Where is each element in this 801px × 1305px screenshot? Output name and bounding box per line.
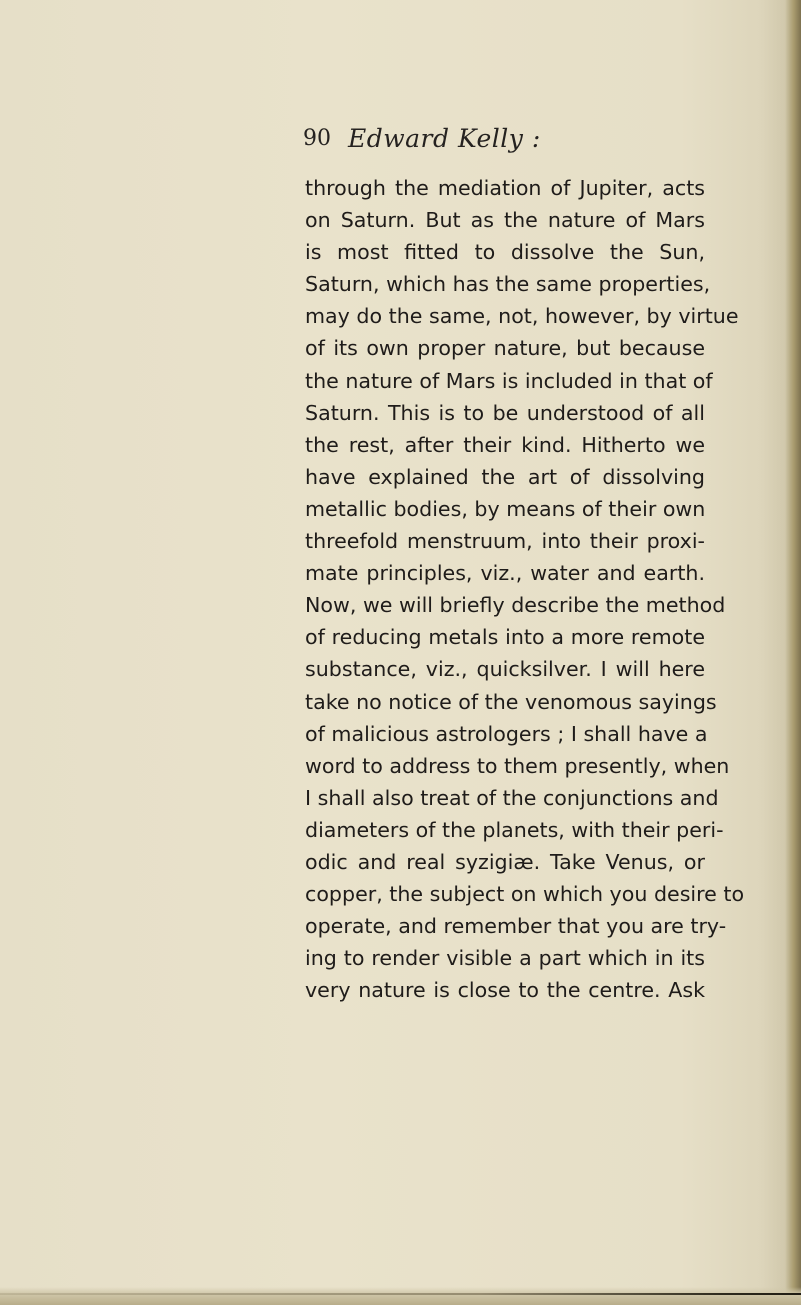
text-line: of its own proper nature, but because [305,336,705,361]
text-line: threefold menstruum, into their proxi- [305,529,705,554]
text-line: word to address to them presently, when [305,753,730,778]
running-title: Edward Kelly : [348,124,541,153]
text-line: very nature is close to the centre. Ask [305,978,705,1003]
page-bottom-edge [0,1287,801,1305]
running-header [0,120,801,160]
text-line: diameters of the planets, with their peri- [305,817,724,842]
text-line: of reducing metals into a more remote [305,625,705,650]
text-line: Now, we will briefly describe the method [305,593,726,618]
text-line: through the mediation of Jupiter, acts [305,176,705,200]
text-line: on Saturn. But as the nature of Mars [305,208,705,233]
text-line: have explained the art of dissolving [305,464,705,489]
body-paragraph [305,172,745,1006]
text-line: ing to render visible a part which in its [305,946,705,971]
page-bottom-line [0,1293,801,1295]
text-line: operate, and remember that you are try- [305,914,727,939]
text-line: odic and real syzigiæ. Take Venus, or [305,849,705,874]
text-line: metallic bodies, by means of their own [305,496,706,521]
text-line: copper, the subject on which you desire to [305,882,745,907]
text-line: the nature of Mars is included in that of [305,368,713,393]
page-number: 90 [303,126,331,151]
text-line: Saturn. This is to be understood of all [305,400,705,425]
text-line: take no notice of the venomous sayings [305,689,717,714]
text-line: the rest, after their kind. Hitherto we [305,432,705,457]
text-line: of malicious astrologers ; I shall have a [305,721,708,746]
text-line: I shall also treat of the conjunctions and [305,785,719,810]
text-line: Saturn, which has the same properties, [305,272,711,297]
page-gutter-shadow [785,0,801,1305]
text-line: substance, viz., quicksilver. I will here [305,657,705,682]
text-line: mate principles, viz., water and earth. [305,561,705,586]
text-line: may do the same, not, however, by virtue [305,304,739,329]
text-line: is most fitted to dissolve the Sun, [305,240,705,265]
